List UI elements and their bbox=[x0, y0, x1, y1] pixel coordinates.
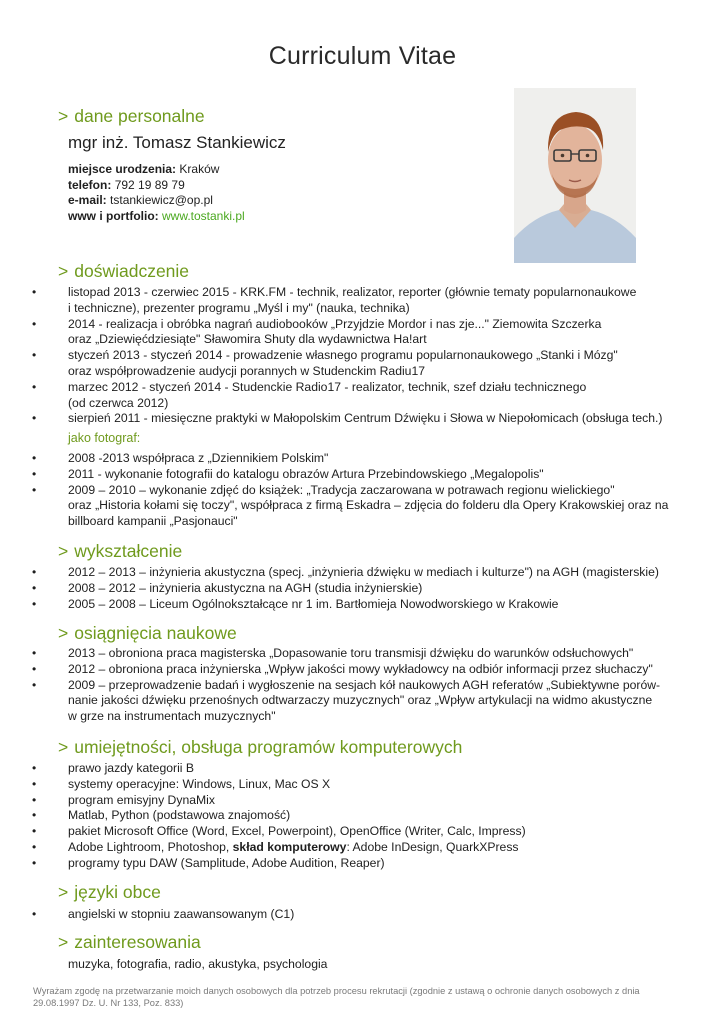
info-row-website: www i portfolio: www.tostanki.pl bbox=[68, 208, 245, 223]
website-link[interactable]: www.tostanki.pl bbox=[162, 208, 245, 223]
list-item: • 2008 -2013 współpraca z „Dziennikiem Polskim" bbox=[32, 451, 329, 465]
email-link[interactable]: tstankiewicz@op.pl bbox=[110, 193, 213, 207]
section-heading-languages: > języki obce bbox=[58, 882, 161, 902]
list-item: • 2008 – 2012 – inżynieria akustyczna na AGH (studia inżynierskie) bbox=[32, 580, 423, 595]
achievements-list bbox=[32, 646, 661, 725]
list-item: • prawo jazdy kategorii B bbox=[32, 761, 194, 775]
portrait-photo bbox=[514, 88, 636, 263]
list-item: • systemy operacyjne: Windows, Linux, Mac OS X bbox=[32, 776, 331, 791]
photography-list bbox=[32, 451, 669, 530]
section-heading-experience: > doświadczenie bbox=[58, 261, 190, 281]
section-heading-achievements: > osiągnięcia naukowe bbox=[58, 623, 237, 643]
section-heading-interests: > zainteresowania bbox=[58, 932, 201, 952]
personal-info bbox=[68, 162, 245, 224]
skills-list bbox=[32, 761, 526, 872]
list-item: • 2011 - wykonanie fotografii do katalogu obrazów Artura Przebindowskiego „Megalopolis" bbox=[32, 466, 544, 481]
section-heading-personal: > dane personalne bbox=[58, 106, 205, 126]
full-name: mgr inż. Tomasz Stankiewicz bbox=[68, 133, 286, 152]
list-item: • sierpień 2011 - miesięczne praktyki w Małopolskim Centrum Dźwięku i Słowa w Niepołomicach (obsługa tech.) bbox=[32, 411, 663, 426]
interests-text: muzyka, fotografia, radio, akustyka, psychologia bbox=[68, 957, 328, 971]
list-item: • pakiet Microsoft Office (Word, Excel, Powerpoint), OpenOffice (Writer, Calc, Impress) bbox=[32, 824, 526, 839]
list-item: • program emisyjny DynaMix bbox=[32, 792, 215, 807]
section-heading-education: > wykształcenie bbox=[58, 541, 183, 561]
list-item: • listopad 2013 - czerwiec 2015 - KRK.FM - technik, realizator, reporter (głównie tematy popularnonaukowe i techniczne), prezenter programu „Myśl i my" (nauka, technika) bbox=[32, 285, 637, 315]
list-item: • 2005 – 2008 – Liceum Ogólnokształcące nr 1 im. Bartłomieja Nowodworskiego w Krakowie bbox=[32, 596, 559, 611]
languages-list bbox=[32, 907, 295, 923]
list-item: • programy typu DAW (Samplitude, Adobe Audition, Reaper) bbox=[32, 855, 385, 870]
info-row-phone: telefon: 792 19 89 79 bbox=[68, 177, 185, 192]
list-item: • 2009 – 2010 – wykonanie zdjęć do książek: „Tradycja zaczarowana w potrawach regionu wielickiego" oraz „Historia kołami się toczy", współpraca z firmą Eskadra – zdjęcia do folderu dla Opery Krakowskiej oraz na billboard kampanii „Pasjonauci" bbox=[32, 482, 669, 529]
list-item: • 2012 – 2013 – inżynieria akustyczna (specj. „inżynieria dźwięku w mediach i kulturze") na AGH (magisterskie) bbox=[32, 565, 659, 579]
list-item: • styczeń 2013 - styczeń 2014 - prowadzenie własnego programu popularnonaukowego „Stanki i Mózg" oraz współprowadzenie audycji porannych w Studenckim Radiu17 bbox=[32, 348, 618, 378]
list-item: • 2014 - realizacja i obróbka nagrań audiobooków „Przyjdzie Mordor i nas zje..." Ziemowita Szczerka oraz „Dziewięćdziesiąte" Sławomira Shuty dla wydawnictwa Ha!art bbox=[32, 316, 602, 347]
list-item: • angielski w stopniu zaawansowanym (C1) bbox=[32, 907, 295, 921]
page-title: Curriculum Vitae bbox=[268, 42, 457, 70]
section-heading-skills: > umiejętności, obsługa programów komputerowych bbox=[58, 737, 463, 757]
list-item: • marzec 2012 - styczeń 2014 - Studenckie Radio17 - realizator, technik, szef działu technicznego (od czerwca 2012) bbox=[32, 379, 587, 410]
photographer-subheading: jako fotograf: bbox=[68, 431, 141, 445]
info-row-email: e-mail: tstankiewicz@op.pl bbox=[68, 193, 213, 207]
portrait-illustration bbox=[514, 88, 636, 263]
info-row-birthplace: miejsce urodzenia: Kraków bbox=[68, 162, 220, 176]
list-item: • 2012 – obroniona praca inżynierska „Wpływ jakości mowy wykładowcy na odbiór informacji przez słuchaczy" bbox=[32, 661, 653, 676]
gdpr-consent-clause: Wyrażam zgodę na przetwarzanie moich danych osobowych dla potrzeb procesu rekrutacji (zgodnie z ustawą o ochronie danych osobowych z dnia 29.08.1997 Dz. U. Nr 133, Poz. 833) bbox=[33, 986, 640, 1008]
list-item: • Adobe Lightroom, Photoshop, skład komputerowy: Adobe InDesign, QuarkXPress bbox=[32, 839, 519, 854]
arrow-icon: > bbox=[58, 106, 69, 126]
list-item: • 2009 – przeprowadzenie badań i wygłoszenie na sesjach kół naukowych AGH referatów „Subiektywne porów- nanie jakości dźwięku przenośnych odtwarzaczy muzycznych" oraz „Wpływ artykulacji na widmo akustyczne w grze na instrumentach muzycznych" bbox=[32, 677, 661, 724]
list-item: • 2013 – obroniona praca magisterska „Dopasowanie toru transmisji dźwięku do warunków odsłuchowych" bbox=[32, 646, 634, 660]
education-list bbox=[32, 565, 659, 612]
experience-list bbox=[32, 285, 663, 427]
list-item: • Matlab, Python (podstawowa znajomość) bbox=[32, 808, 291, 823]
